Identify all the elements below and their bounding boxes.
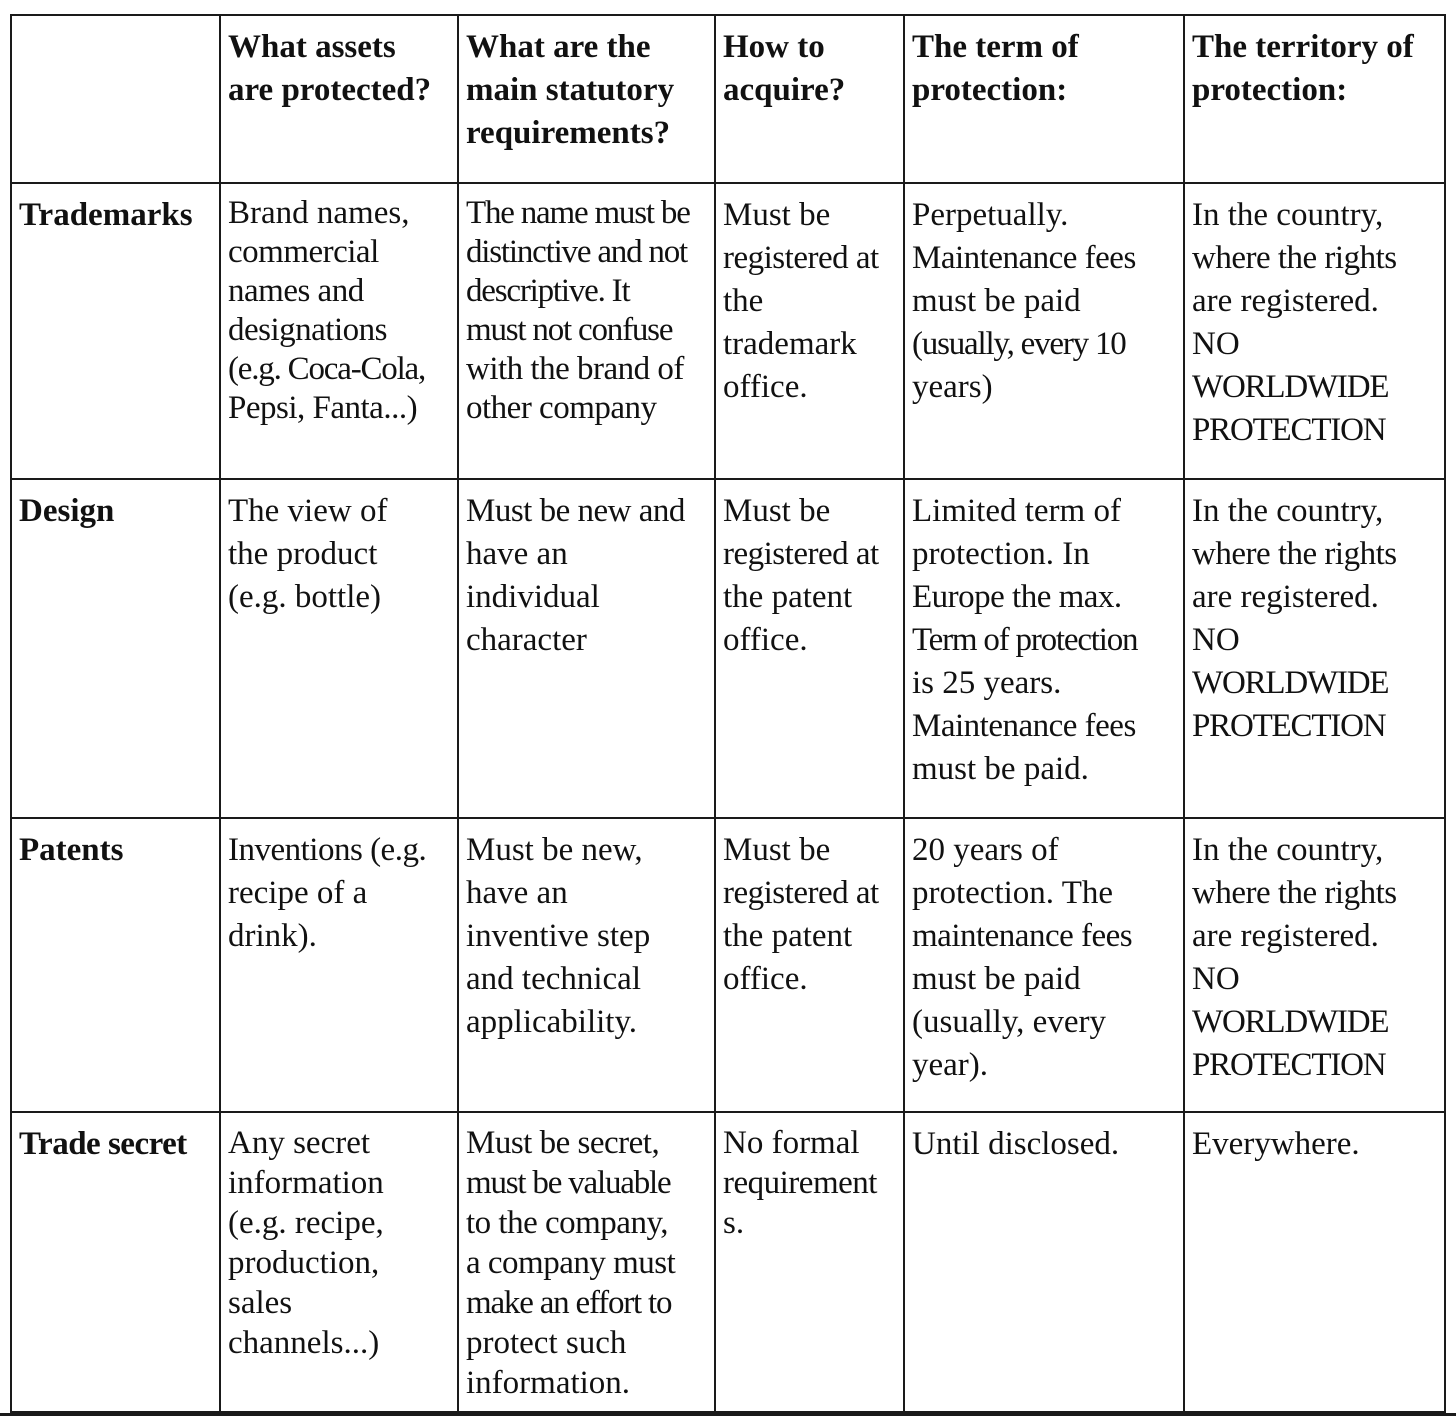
cell-line: Must be new, (466, 832, 643, 868)
cell-line: inventive step (466, 918, 651, 954)
table-cell (1184, 479, 1445, 818)
table-cell (904, 479, 1184, 818)
ip-comparison-table (10, 14, 1446, 1413)
cell-line: PROTECTION (1192, 708, 1386, 744)
header-line: How to (723, 29, 825, 65)
cell-line: must be paid (912, 283, 1081, 319)
cell-line: NO (1192, 622, 1240, 658)
cell-line: PROTECTION (1192, 412, 1386, 448)
cell-line: Brand names, (228, 195, 410, 231)
cell-line: the patent (723, 579, 853, 615)
table-cell (904, 818, 1184, 1112)
row-header-label: Trade secret (19, 1126, 187, 1162)
cell-line: sales (228, 1285, 293, 1321)
cell-line: Must be (723, 493, 831, 529)
cell-line: In the country, (1192, 832, 1384, 868)
cell-line: Europe the max. (912, 579, 1122, 615)
header-line: protection: (1192, 72, 1348, 108)
cell-line: protect such (466, 1325, 627, 1361)
cell-line: WORLDWIDE (1192, 665, 1389, 701)
cell-line: Must be new and (466, 493, 685, 529)
cell-line: recipe of a (228, 875, 368, 911)
table-cell (220, 479, 458, 818)
row-header (11, 1112, 220, 1412)
cell-line: 20 years of (912, 832, 1059, 868)
cell-line: (e.g. bottle) (228, 579, 382, 615)
column-header (220, 15, 458, 183)
table-cell (715, 183, 904, 479)
header-line: protection: (912, 72, 1068, 108)
cell-line: office. (723, 622, 808, 658)
cell-line: have an (466, 536, 568, 572)
table-cell (220, 183, 458, 479)
cell-line: office. (723, 961, 808, 997)
table-cell (458, 479, 715, 818)
cell-line: must be valuable (466, 1165, 671, 1201)
cell-line: information. (466, 1365, 631, 1401)
cell-line: are registered. (1192, 579, 1379, 615)
cell-line: have an (466, 875, 568, 911)
table-cell (904, 1112, 1184, 1412)
cell-line: WORLDWIDE (1192, 1004, 1389, 1040)
header-line: main statutory (466, 72, 675, 108)
corner-cell (11, 15, 220, 183)
cell-line: NO (1192, 326, 1240, 362)
cell-line: In the country, (1192, 197, 1384, 233)
table-cell (1184, 183, 1445, 479)
header-line: What assets (228, 29, 396, 65)
cell-line: is 25 years. (912, 665, 1062, 701)
table-cell (715, 1112, 904, 1412)
cell-line: descriptive. It (466, 273, 630, 309)
header-line: acquire? (723, 72, 846, 108)
cell-line: (usually, every 10 (912, 326, 1126, 362)
table-cell (458, 818, 715, 1112)
bottom-divider (0, 1413, 1456, 1416)
row-header: Patents (11, 818, 220, 1112)
cell-line: Limited term of (912, 493, 1121, 529)
header-line: are protected? (228, 72, 432, 108)
cell-line: information (228, 1165, 384, 1201)
cell-line: Must be (723, 832, 831, 868)
cell-line: character (466, 622, 587, 658)
header-line: The territory of (1192, 29, 1414, 65)
cell-line: (e.g. recipe, (228, 1205, 384, 1241)
table-row (11, 479, 1445, 818)
cell-line: year). (912, 1047, 989, 1083)
cell-line: commercial (228, 234, 379, 270)
cell-line: to the company, (466, 1205, 669, 1241)
cell-line: Must be secret, (466, 1125, 660, 1161)
table-cell (1184, 818, 1445, 1112)
header-line: What are the (466, 29, 651, 65)
cell-line: maintenance fees (912, 918, 1133, 954)
cell-line: the patent (723, 918, 853, 954)
cell-line: designations (228, 312, 387, 348)
cell-line: the (723, 283, 764, 319)
table-row (11, 1112, 1445, 1412)
header-row (11, 15, 1445, 183)
table-cell (220, 818, 458, 1112)
table-cell (1184, 1112, 1445, 1412)
table-cell (458, 183, 715, 479)
cell-line: Until disclosed. (912, 1126, 1120, 1162)
row-header: Trademarks (11, 183, 220, 479)
cell-line: Inventions (e.g. (228, 832, 427, 868)
cell-line: must be paid. (912, 751, 1089, 787)
column-header (1184, 15, 1445, 183)
cell-line: The name must be (466, 195, 690, 231)
cell-line: where the rights (1192, 240, 1397, 276)
cell-line: Maintenance fees (912, 708, 1136, 744)
cell-line: other company (466, 390, 657, 426)
cell-line: Must be (723, 197, 831, 233)
cell-line: Term of protection (912, 622, 1138, 658)
cell-line: drink). (228, 918, 317, 954)
table-row (11, 183, 1445, 479)
row-header: Design (11, 479, 220, 818)
cell-line: the product (228, 536, 378, 572)
cell-line: requirement (723, 1165, 877, 1201)
cell-line: are registered. (1192, 283, 1379, 319)
cell-line: protection. The (912, 875, 1113, 911)
cell-line: Perpetually. (912, 197, 1069, 233)
cell-line: The view of (228, 493, 388, 529)
cell-line: Maintenance fees (912, 240, 1136, 276)
column-header (904, 15, 1184, 183)
column-header (715, 15, 904, 183)
cell-line: registered at (723, 240, 879, 276)
table-cell (904, 183, 1184, 479)
cell-line: a company must (466, 1245, 676, 1281)
cell-line: NO (1192, 961, 1240, 997)
cell-line: Everywhere. (1192, 1126, 1360, 1162)
header-line: requirements? (466, 115, 671, 151)
cell-line: with the brand of (466, 351, 684, 387)
table-cell (715, 479, 904, 818)
cell-line: registered at (723, 875, 879, 911)
cell-line: years) (912, 369, 993, 405)
cell-line: distinctive and not (466, 234, 687, 270)
cell-line: names and (228, 273, 364, 309)
cell-line: individual (466, 579, 600, 615)
cell-line: production, (228, 1245, 380, 1281)
cell-line: where the rights (1192, 875, 1397, 911)
cell-line: In the country, (1192, 493, 1384, 529)
cell-line: WORLDWIDE (1192, 369, 1389, 405)
cell-line: protection. In (912, 536, 1090, 572)
cell-line: Pepsi, Fanta...) (228, 390, 418, 426)
cell-line: s. (723, 1205, 745, 1241)
cell-line: PROTECTION (1192, 1047, 1386, 1083)
cell-line: registered at (723, 536, 879, 572)
table-cell (458, 1112, 715, 1412)
cell-line: applicability. (466, 1004, 638, 1040)
cell-line: (e.g. Coca-Cola, (228, 351, 426, 387)
cell-line: must not confuse (466, 312, 673, 348)
cell-line: make an effort to (466, 1285, 672, 1321)
table-cell (715, 818, 904, 1112)
cell-line: (usually, every (912, 1004, 1106, 1040)
header-line: The term of (912, 29, 1079, 65)
cell-line: must be paid (912, 961, 1081, 997)
cell-line: are registered. (1192, 918, 1379, 954)
cell-line: where the rights (1192, 536, 1397, 572)
cell-line: trademark (723, 326, 857, 362)
cell-line: office. (723, 369, 808, 405)
cell-line: Any secret (228, 1125, 371, 1161)
cell-line: channels...) (228, 1325, 380, 1361)
cell-line: No formal (723, 1125, 860, 1161)
cell-line: and technical (466, 961, 641, 997)
table-row (11, 818, 1445, 1112)
table-cell (220, 1112, 458, 1412)
column-header (458, 15, 715, 183)
